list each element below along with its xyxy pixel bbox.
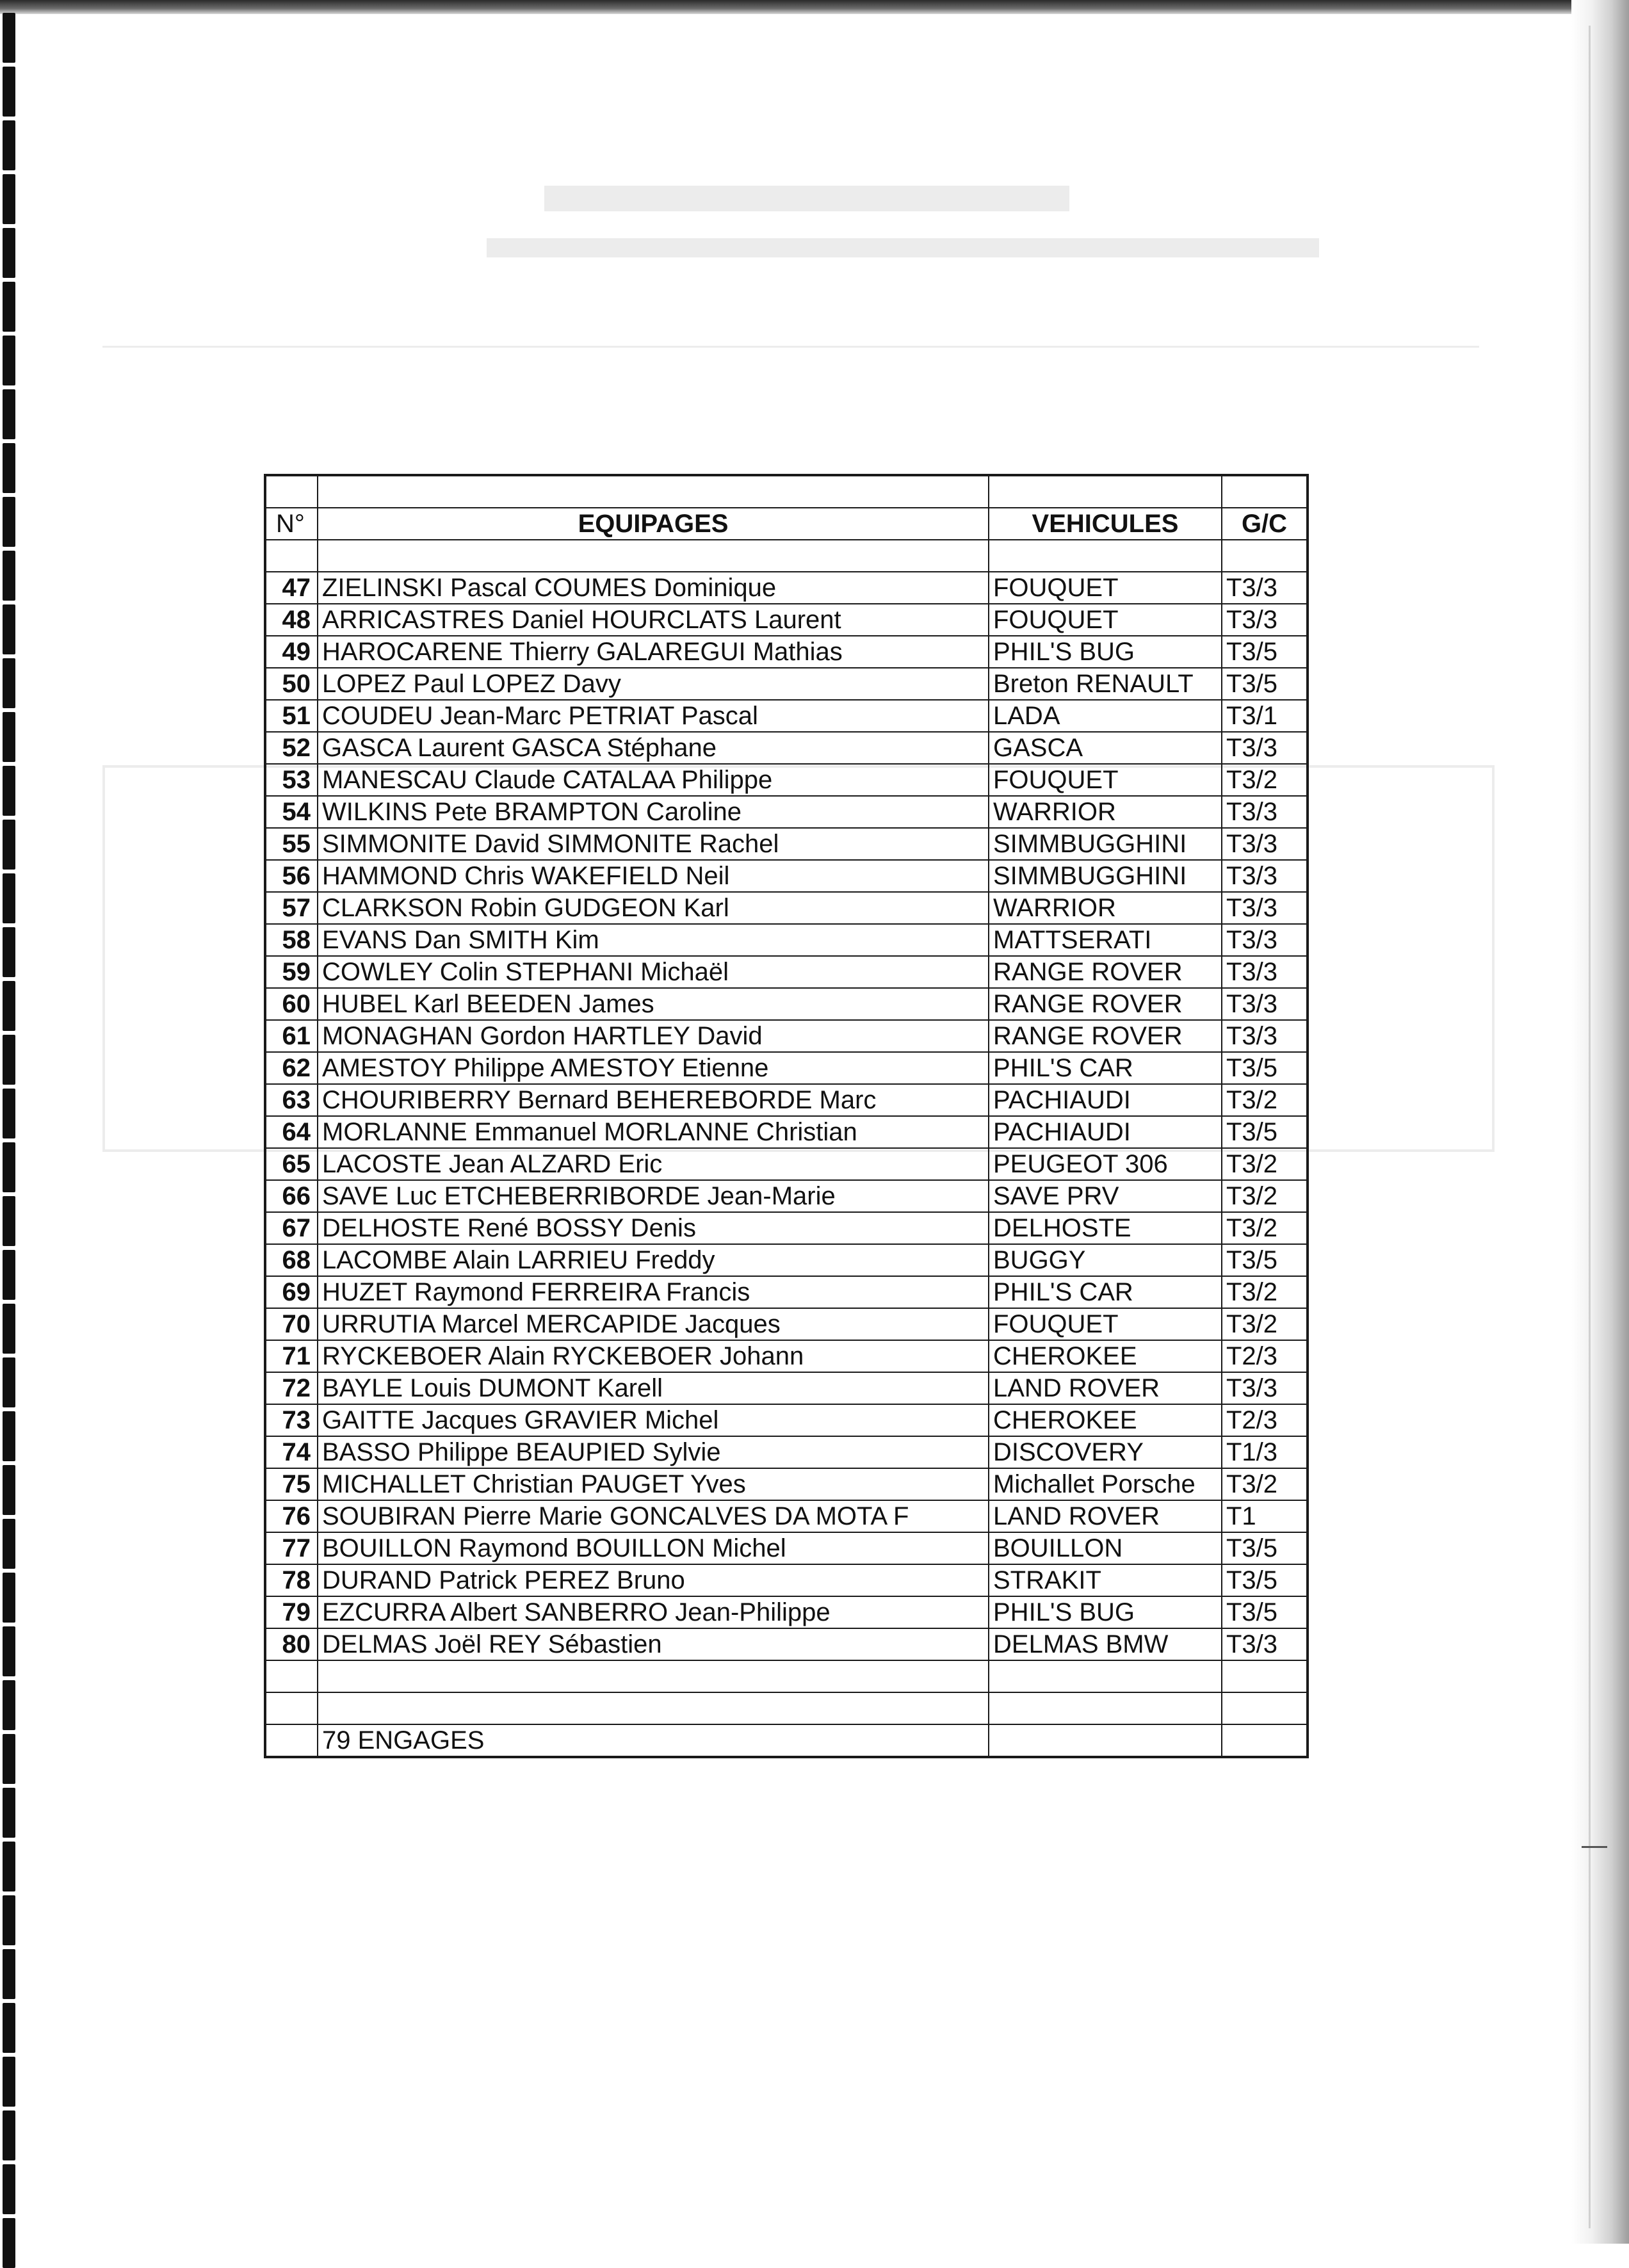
table-row xyxy=(265,1116,1308,1148)
footer-row xyxy=(265,1724,1308,1757)
entry-number: 67 xyxy=(265,1212,318,1244)
entry-class: T3/2 xyxy=(1222,1148,1308,1180)
entry-number: 80 xyxy=(265,1628,318,1660)
binding-hole xyxy=(3,1196,15,1246)
entry-vehicle: PHIL'S BUG xyxy=(989,1596,1222,1628)
header-row xyxy=(265,508,1308,540)
entry-vehicle: PACHIAUDI xyxy=(989,1116,1222,1148)
entry-number: 49 xyxy=(265,636,318,668)
cell xyxy=(318,1692,989,1724)
scan-mark xyxy=(1582,1846,1607,1848)
table-row xyxy=(265,1500,1308,1532)
cell xyxy=(265,475,318,508)
entry-class: T1/3 xyxy=(1222,1436,1308,1468)
entry-number: 57 xyxy=(265,892,318,924)
entry-number: 64 xyxy=(265,1116,318,1148)
table-row xyxy=(265,1532,1308,1564)
cell xyxy=(1222,1660,1308,1692)
entry-vehicle: GASCA xyxy=(989,732,1222,764)
entry-crew: BOUILLON Raymond BOUILLON Michel xyxy=(318,1532,989,1564)
entry-class: T3/3 xyxy=(1222,828,1308,860)
entry-crew: MICHALLET Christian PAUGET Yves xyxy=(318,1468,989,1500)
table-row xyxy=(265,1564,1308,1596)
entry-class: T3/3 xyxy=(1222,1372,1308,1404)
entry-number: 58 xyxy=(265,924,318,956)
entry-number: 53 xyxy=(265,764,318,796)
table-row xyxy=(265,1404,1308,1436)
entry-crew: CHOURIBERRY Bernard BEHEREBORDE Marc xyxy=(318,1084,989,1116)
entry-vehicle: STRAKIT xyxy=(989,1564,1222,1596)
entry-crew: ZIELINSKI Pascal COUMES Dominique xyxy=(318,572,989,604)
binding-hole xyxy=(3,1895,15,1945)
entry-vehicle: PHIL'S CAR xyxy=(989,1052,1222,1084)
binding-hole xyxy=(3,2057,15,2107)
entry-number: 52 xyxy=(265,732,318,764)
blank-row xyxy=(265,1660,1308,1692)
binding-hole xyxy=(3,2003,15,2053)
entry-vehicle: RANGE ROVER xyxy=(989,1020,1222,1052)
binding-hole xyxy=(3,658,15,708)
entry-crew: BASSO Philippe BEAUPIED Sylvie xyxy=(318,1436,989,1468)
entry-class: T3/2 xyxy=(1222,1468,1308,1500)
entry-number: 73 xyxy=(265,1404,318,1436)
binding-hole xyxy=(3,282,15,332)
entry-vehicle: Michallet Porsche xyxy=(989,1468,1222,1500)
entry-crew: LOPEZ Paul LOPEZ Davy xyxy=(318,668,989,700)
entry-crew: ARRICASTRES Daniel HOURCLATS Laurent xyxy=(318,604,989,636)
binding-hole xyxy=(3,981,15,1031)
ghost-title-block xyxy=(544,186,1069,211)
table-row xyxy=(265,1468,1308,1500)
cell xyxy=(265,1724,318,1757)
table-row xyxy=(265,572,1308,604)
entry-crew: HAMMOND Chris WAKEFIELD Neil xyxy=(318,860,989,892)
binding-hole xyxy=(3,1142,15,1192)
header-class: G/C xyxy=(1222,508,1308,540)
entry-crew: MORLANNE Emmanuel MORLANNE Christian xyxy=(318,1116,989,1148)
binding-hole xyxy=(3,1035,15,1085)
table-row xyxy=(265,1084,1308,1116)
entry-number: 71 xyxy=(265,1340,318,1372)
entry-crew: URRUTIA Marcel MERCAPIDE Jacques xyxy=(318,1308,989,1340)
entry-vehicle: BUGGY xyxy=(989,1244,1222,1276)
entry-class: T3/5 xyxy=(1222,636,1308,668)
entry-class: T3/2 xyxy=(1222,1180,1308,1212)
table-row xyxy=(265,1340,1308,1372)
binding-hole xyxy=(3,67,15,117)
binding-hole xyxy=(3,1573,15,1623)
entry-number: 59 xyxy=(265,956,318,988)
table-row xyxy=(265,1180,1308,1212)
binding-hole xyxy=(3,1842,15,1891)
entry-class: T3/5 xyxy=(1222,668,1308,700)
binding-hole xyxy=(3,174,15,224)
binding-hole xyxy=(3,820,15,870)
entry-crew: LACOMBE Alain LARRIEU Freddy xyxy=(318,1244,989,1276)
entry-vehicle: FOUQUET xyxy=(989,572,1222,604)
table-row xyxy=(265,1596,1308,1628)
binding-hole xyxy=(3,2164,15,2214)
binding-hole xyxy=(3,927,15,977)
entry-vehicle: WARRIOR xyxy=(989,796,1222,828)
binding-hole xyxy=(3,1465,15,1515)
entry-vehicle: LAND ROVER xyxy=(989,1372,1222,1404)
cell xyxy=(1222,475,1308,508)
entry-crew: SAVE Luc ETCHEBERRIBORDE Jean-Marie xyxy=(318,1180,989,1212)
table-row xyxy=(265,1436,1308,1468)
entry-number: 68 xyxy=(265,1244,318,1276)
entry-vehicle: CHEROKEE xyxy=(989,1404,1222,1436)
entry-class: T3/5 xyxy=(1222,1564,1308,1596)
entry-vehicle: LADA xyxy=(989,700,1222,732)
entry-class: T3/3 xyxy=(1222,604,1308,636)
entry-class: T3/5 xyxy=(1222,1596,1308,1628)
entry-class: T2/3 xyxy=(1222,1404,1308,1436)
entry-class: T3/2 xyxy=(1222,1308,1308,1340)
scan-right-line xyxy=(1589,26,1591,2228)
entry-vehicle: FOUQUET xyxy=(989,764,1222,796)
entry-vehicle: WARRIOR xyxy=(989,892,1222,924)
entry-class: T3/3 xyxy=(1222,1020,1308,1052)
entry-number: 51 xyxy=(265,700,318,732)
binding-hole xyxy=(3,604,15,654)
entry-vehicle: FOUQUET xyxy=(989,604,1222,636)
entry-class: T2/3 xyxy=(1222,1340,1308,1372)
binding-hole xyxy=(3,1626,15,1676)
entry-number: 63 xyxy=(265,1084,318,1116)
cell xyxy=(989,1692,1222,1724)
binding-hole xyxy=(3,766,15,816)
entry-crew: HUZET Raymond FERREIRA Francis xyxy=(318,1276,989,1308)
entry-number: 60 xyxy=(265,988,318,1020)
entry-crew: CLARKSON Robin GUDGEON Karl xyxy=(318,892,989,924)
entry-number: 76 xyxy=(265,1500,318,1532)
table-row xyxy=(265,764,1308,796)
entry-crew: SOUBIRAN Pierre Marie GONCALVES DA MOTA F xyxy=(318,1500,989,1532)
binding-hole xyxy=(3,443,15,493)
total-engaged: 79 ENGAGES xyxy=(318,1724,989,1757)
entry-vehicle: RANGE ROVER xyxy=(989,956,1222,988)
entry-class: T3/3 xyxy=(1222,924,1308,956)
cell xyxy=(1222,540,1308,572)
entry-vehicle: PACHIAUDI xyxy=(989,1084,1222,1116)
entry-class: T3/2 xyxy=(1222,764,1308,796)
entry-number: 50 xyxy=(265,668,318,700)
entry-crew: COWLEY Colin STEPHANI Michaël xyxy=(318,956,989,988)
scan-top-edge xyxy=(0,0,1629,14)
entry-crew: RYCKEBOER Alain RYCKEBOER Johann xyxy=(318,1340,989,1372)
cell xyxy=(318,540,989,572)
blank-row xyxy=(265,540,1308,572)
entry-vehicle: SIMMBUGGHINI xyxy=(989,860,1222,892)
cell xyxy=(265,1660,318,1692)
entry-crew: LACOSTE Jean ALZARD Eric xyxy=(318,1148,989,1180)
entry-vehicle: CHEROKEE xyxy=(989,1340,1222,1372)
binding-hole xyxy=(3,497,15,547)
entry-crew: BAYLE Louis DUMONT Karell xyxy=(318,1372,989,1404)
table-row xyxy=(265,956,1308,988)
table-row xyxy=(265,1052,1308,1084)
entry-class: T3/3 xyxy=(1222,892,1308,924)
binding-hole xyxy=(3,1949,15,1999)
table-row xyxy=(265,1148,1308,1180)
entry-crew: DELHOSTE René BOSSY Denis xyxy=(318,1212,989,1244)
entry-number: 72 xyxy=(265,1372,318,1404)
entry-class: T3/2 xyxy=(1222,1084,1308,1116)
cell xyxy=(265,1692,318,1724)
entry-crew: AMESTOY Philippe AMESTOY Etienne xyxy=(318,1052,989,1084)
spiral-binding xyxy=(0,0,19,2244)
table-row xyxy=(265,828,1308,860)
binding-hole xyxy=(3,1304,15,1354)
binding-hole xyxy=(3,389,15,439)
table-row xyxy=(265,1628,1308,1660)
header-vehicle: VEHICULES xyxy=(989,508,1222,540)
cell xyxy=(989,1660,1222,1692)
entry-vehicle: MATTSERATI xyxy=(989,924,1222,956)
entry-crew: MANESCAU Claude CATALAA Philippe xyxy=(318,764,989,796)
binding-hole xyxy=(3,551,15,601)
entry-number: 79 xyxy=(265,1596,318,1628)
cell xyxy=(318,1660,989,1692)
entry-class: T3/3 xyxy=(1222,796,1308,828)
entry-crew: EVANS Dan SMITH Kim xyxy=(318,924,989,956)
entry-number: 54 xyxy=(265,796,318,828)
entry-crew: GAITTE Jacques GRAVIER Michel xyxy=(318,1404,989,1436)
binding-hole xyxy=(3,1411,15,1461)
table-row xyxy=(265,636,1308,668)
cell xyxy=(989,475,1222,508)
entry-number: 69 xyxy=(265,1276,318,1308)
entry-number: 77 xyxy=(265,1532,318,1564)
binding-hole xyxy=(3,712,15,762)
table-row xyxy=(265,604,1308,636)
cell xyxy=(989,1724,1222,1757)
entry-class: T3/5 xyxy=(1222,1052,1308,1084)
table-row xyxy=(265,1020,1308,1052)
entry-class: T3/3 xyxy=(1222,956,1308,988)
binding-hole xyxy=(3,1089,15,1138)
entry-vehicle: PHIL'S CAR xyxy=(989,1276,1222,1308)
table-row xyxy=(265,988,1308,1020)
entry-class: T3/3 xyxy=(1222,572,1308,604)
ghost-box-left xyxy=(102,765,105,1149)
entry-class: T1 xyxy=(1222,1500,1308,1532)
entry-crew: GASCA Laurent GASCA Stéphane xyxy=(318,732,989,764)
cell xyxy=(989,540,1222,572)
binding-hole xyxy=(3,228,15,278)
entry-vehicle: SIMMBUGGHINI xyxy=(989,828,1222,860)
entry-class: T3/3 xyxy=(1222,732,1308,764)
entry-vehicle: SAVE PRV xyxy=(989,1180,1222,1212)
entry-number: 61 xyxy=(265,1020,318,1052)
cell xyxy=(265,540,318,572)
entry-crew: MONAGHAN Gordon HARTLEY David xyxy=(318,1020,989,1052)
entry-vehicle: FOUQUET xyxy=(989,1308,1222,1340)
table-row xyxy=(265,1308,1308,1340)
table-row xyxy=(265,924,1308,956)
table-row xyxy=(265,1244,1308,1276)
entry-number: 56 xyxy=(265,860,318,892)
header-number: N° xyxy=(265,508,318,540)
cell xyxy=(318,475,989,508)
entry-number: 62 xyxy=(265,1052,318,1084)
binding-hole xyxy=(3,13,15,63)
entry-vehicle: DELMAS BMW xyxy=(989,1628,1222,1660)
entry-class: T3/5 xyxy=(1222,1244,1308,1276)
entry-vehicle: RANGE ROVER xyxy=(989,988,1222,1020)
entry-number: 75 xyxy=(265,1468,318,1500)
entry-number: 78 xyxy=(265,1564,318,1596)
entry-vehicle: DISCOVERY xyxy=(989,1436,1222,1468)
ghost-rule-line xyxy=(102,346,1479,348)
binding-hole xyxy=(3,1680,15,1730)
blank-row xyxy=(265,1692,1308,1724)
binding-hole xyxy=(3,1250,15,1300)
entry-class: T3/2 xyxy=(1222,1212,1308,1244)
entry-crew: COUDEU Jean-Marc PETRIAT Pascal xyxy=(318,700,989,732)
entry-vehicle: LAND ROVER xyxy=(989,1500,1222,1532)
entry-class: T3/3 xyxy=(1222,1628,1308,1660)
entry-class: T3/5 xyxy=(1222,1532,1308,1564)
table-row xyxy=(265,892,1308,924)
ghost-subtitle-block xyxy=(487,238,1319,257)
binding-hole xyxy=(3,336,15,385)
entry-crew: WILKINS Pete BRAMPTON Caroline xyxy=(318,796,989,828)
table-row xyxy=(265,1276,1308,1308)
entry-vehicle: PEUGEOT 306 xyxy=(989,1148,1222,1180)
entry-number: 74 xyxy=(265,1436,318,1468)
entry-number: 48 xyxy=(265,604,318,636)
entry-crew: HAROCARENE Thierry GALAREGUI Mathias xyxy=(318,636,989,668)
entry-class: T3/1 xyxy=(1222,700,1308,732)
entry-number: 66 xyxy=(265,1180,318,1212)
entries-table xyxy=(264,474,1309,1758)
scan-right-edge xyxy=(1571,0,1629,2244)
table-row xyxy=(265,1372,1308,1404)
binding-hole xyxy=(3,1734,15,1784)
table-row xyxy=(265,700,1308,732)
entry-crew: EZCURRA Albert SANBERRO Jean-Philippe xyxy=(318,1596,989,1628)
table-row xyxy=(265,668,1308,700)
cell xyxy=(1222,1724,1308,1757)
entry-vehicle: Breton RENAULT xyxy=(989,668,1222,700)
entry-number: 65 xyxy=(265,1148,318,1180)
entry-vehicle: BOUILLON xyxy=(989,1532,1222,1564)
entry-class: T3/3 xyxy=(1222,860,1308,892)
entry-vehicle: DELHOSTE xyxy=(989,1212,1222,1244)
entry-crew: HUBEL Karl BEEDEN James xyxy=(318,988,989,1020)
entry-number: 47 xyxy=(265,572,318,604)
table-row xyxy=(265,1212,1308,1244)
entry-crew: DELMAS Joël REY Sébastien xyxy=(318,1628,989,1660)
binding-hole xyxy=(3,2110,15,2160)
blank-row xyxy=(265,475,1308,508)
table-row xyxy=(265,860,1308,892)
table-row xyxy=(265,796,1308,828)
binding-hole xyxy=(3,1788,15,1838)
binding-hole xyxy=(3,1519,15,1569)
entry-class: T3/3 xyxy=(1222,988,1308,1020)
binding-hole xyxy=(3,1357,15,1407)
cell xyxy=(1222,1692,1308,1724)
entry-crew: SIMMONITE David SIMMONITE Rachel xyxy=(318,828,989,860)
table-row xyxy=(265,732,1308,764)
ghost-box-right xyxy=(1492,765,1495,1152)
header-crew: EQUIPAGES xyxy=(318,508,989,540)
entry-vehicle: PHIL'S BUG xyxy=(989,636,1222,668)
binding-hole xyxy=(3,120,15,170)
binding-hole xyxy=(3,873,15,923)
entry-number: 55 xyxy=(265,828,318,860)
entry-class: T3/2 xyxy=(1222,1276,1308,1308)
entry-number: 70 xyxy=(265,1308,318,1340)
entry-crew: DURAND Patrick PEREZ Bruno xyxy=(318,1564,989,1596)
binding-hole xyxy=(3,2218,15,2268)
entry-class: T3/5 xyxy=(1222,1116,1308,1148)
